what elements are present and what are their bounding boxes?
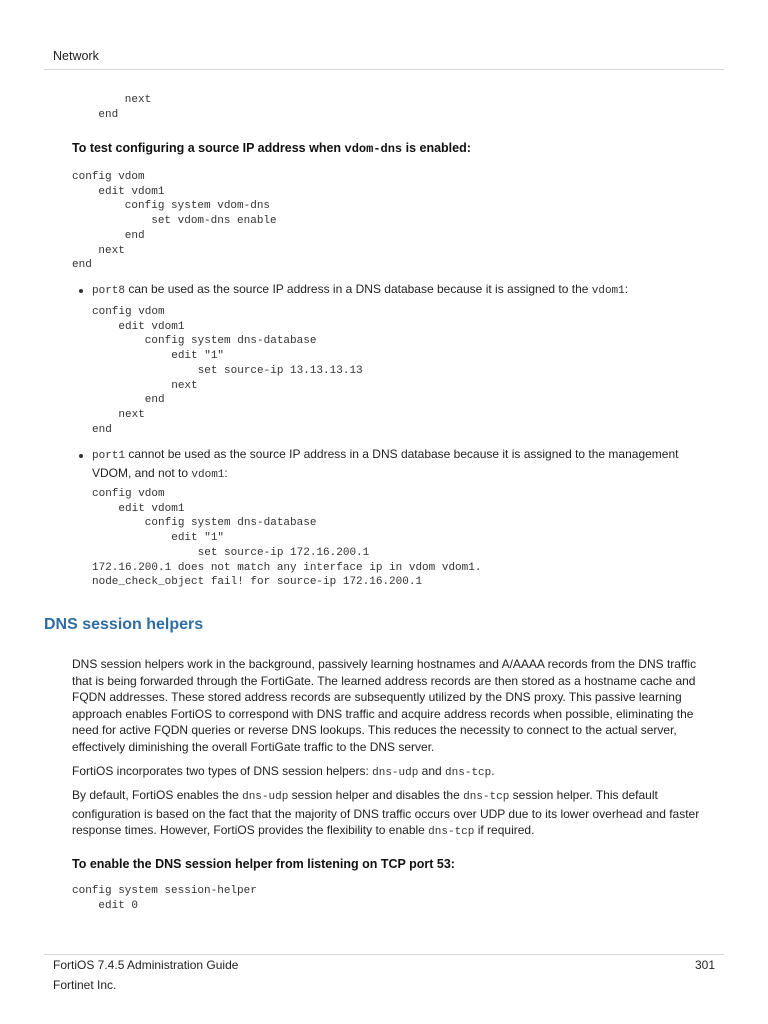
section-paragraph-2: FortiOS incorporates two types of DNS session helpers: dns-udp and dns-tcp. <box>72 764 495 779</box>
section-title: DNS session helpers <box>44 616 204 633</box>
bullet-port1-text: port1 cannot be used as the source IP address in a DNS database because it is assigned to the management VDOM, and not to vdom1: <box>92 447 679 481</box>
bullet-icon <box>79 454 83 458</box>
footer-divider <box>44 954 724 955</box>
section-paragraph-1: DNS session helpers work in the background, passively learning hostnames and A/AAAA records from the DNS traffic that is being forwarded through the FortiGate. The learned address records are then stored as a hostname cache and FQDN addresses. These stored address records are subsequently utilized by the DNS proxy. This passive learning approach enables FortiOS to correspond with DNS traffic and acquire address records when possible, eliminating the need for active FQDN queries or reverse DNS lookups. This reduces the necessity to connect to the actual server, effectively diminishing the overall FortiGate traffic to the DNS server. <box>72 657 697 754</box>
code-block-vdom-dns: config vdom edit vdom1 config system vdom-dns set vdom-dns enable end next end <box>72 171 277 272</box>
enable-heading: To enable the DNS session helper from listening on TCP port 53: <box>72 857 455 871</box>
header-divider <box>44 69 724 70</box>
code-block-port1: config vdom edit vdom1 config system dns-database edit "1" set source-ip 172.16.200.1 172.16.200.1 does not match any interface ip in vdom vdom1. node_check_object fail! for source-ip 172.16.200.1 <box>92 488 482 589</box>
test-heading: To test configuring a source IP address when vdom-dns is enabled: <box>72 141 471 156</box>
footer-guide-title: FortiOS 7.4.5 Administration Guide <box>53 958 239 972</box>
code-block-port8: config vdom edit vdom1 config system dns-database edit "1" set source-ip 13.13.13.13 next end next end <box>92 306 363 436</box>
code-block-top: next end <box>98 94 152 121</box>
bullet-port8-text: port8 can be used as the source IP address in a DNS database because it is assigned to the vdom1: <box>92 282 629 297</box>
bullet-icon <box>79 289 83 293</box>
footer-page-number: 301 <box>694 958 715 972</box>
footer-company: Fortinet Inc. <box>53 978 117 992</box>
page-header-title: Network <box>53 49 99 63</box>
code-block-session-helper: config system session-helper edit 0 <box>72 885 257 912</box>
section-paragraph-3: By default, FortiOS enables the dns-udp session helper and disables the dns-tcp session helper. This default configuration is based on the fact that the majority of DNS traffic occurs over UDP due to its lower overhead and faster response times. However, FortiOS provides the flexibility to enable dns-tcp if required. <box>72 788 700 839</box>
